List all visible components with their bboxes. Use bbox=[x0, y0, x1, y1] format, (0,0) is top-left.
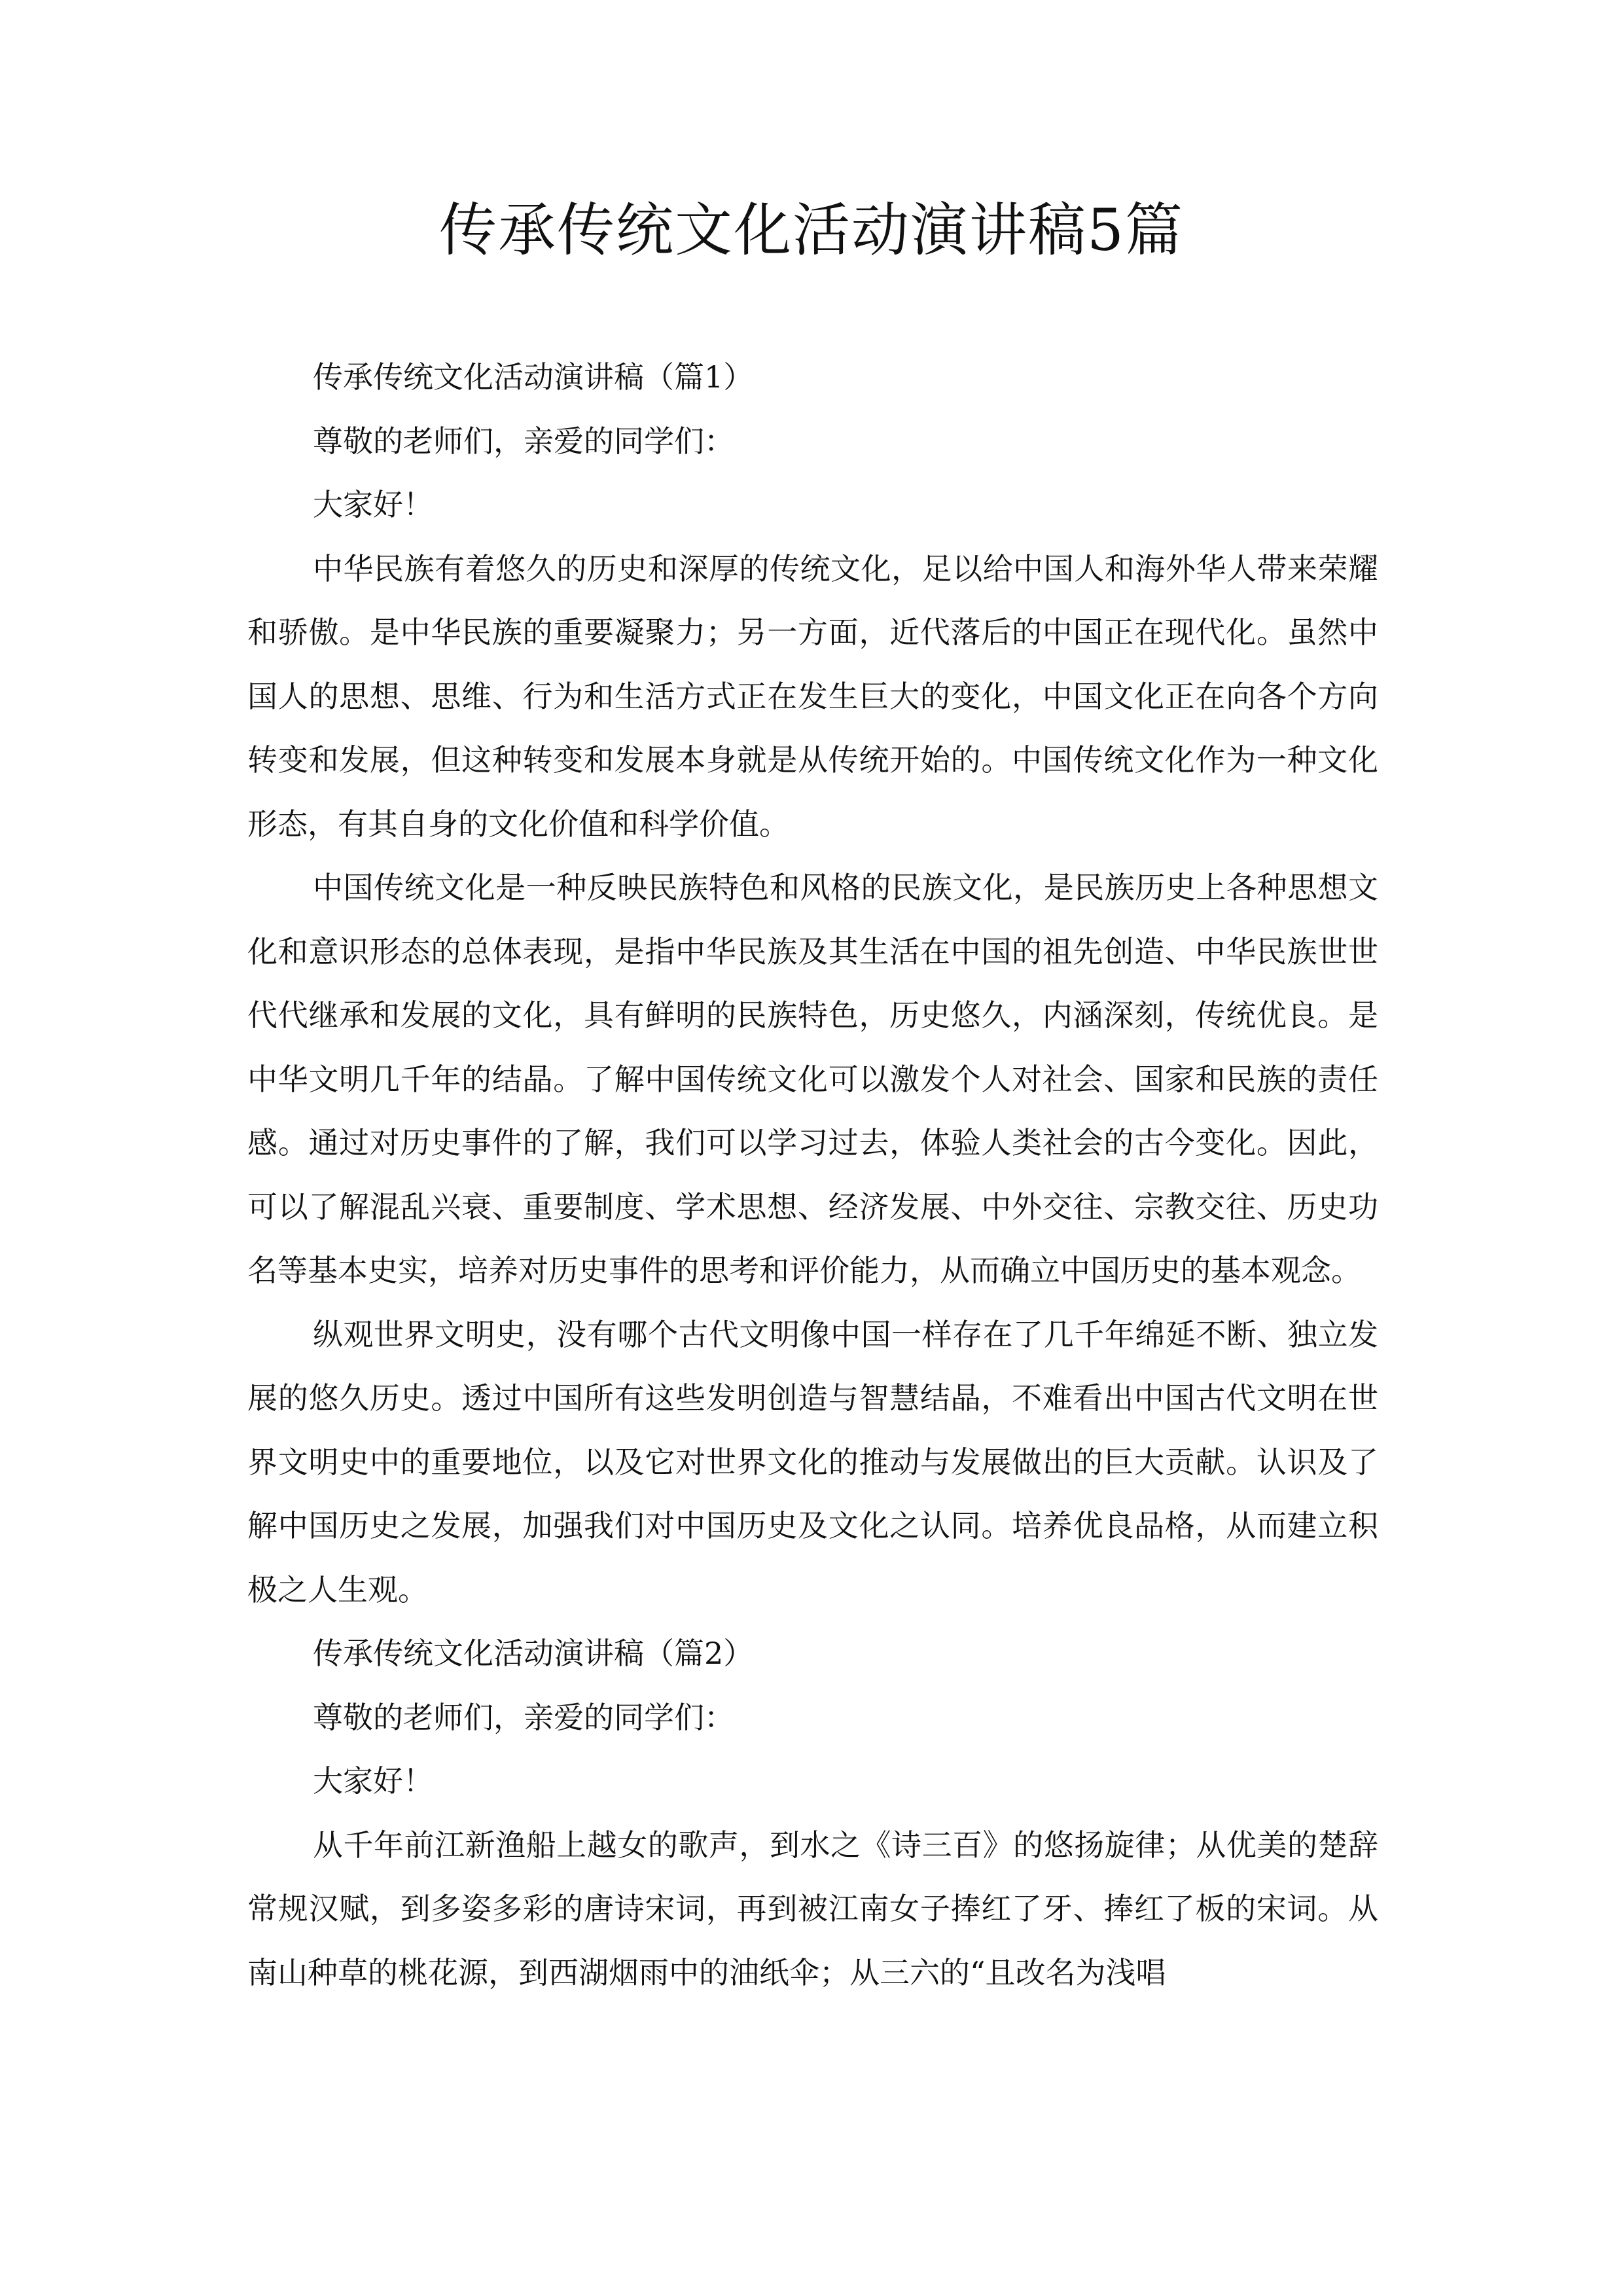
greeting: 大家好！ bbox=[313, 487, 433, 522]
salutation: 尊敬的老师们，亲爱的同学们： bbox=[313, 1699, 734, 1735]
section-heading: 传承传统文化活动演讲稿（篇2） bbox=[313, 1636, 754, 1671]
section-heading: 传承传统文化活动演讲稿（篇1） bbox=[313, 359, 754, 395]
body-paragraph: 中国传统文化是一种反映民族特色和风格的民族文化，是民族历史上各种思想文化和意识形态的总体表现，是指中华民族及其生活在中国的祖先创造、中华民族世世代代继承和发展的文化，具有鲜明的民族特色，历史悠久，内涵深刻，传统优良。是中华文明几千年的结晶。了解中国传统文化可以激发个人对社会、国家和民族的责任感。通过对历史事件的了解，我们可以学习过去，体验人类社会的古今变化。因此，可以了解混乱兴衰、重要制度、学术思想、经济发展、中外交往、宗教交往、历史功名等基本史实，培养对历史事件的思考和评价能力，从而确立中国历史的基本观念。 bbox=[247, 870, 1378, 1288]
body-paragraph: 中华民族有着悠久的历史和深厚的传统文化，足以给中国人和海外华人带来荣耀和骄傲。是中华民族的重要凝聚力；另一方面，近代落后的中国正在现代化。虽然中国人的思想、思维、行为和生活方式正在发生巨大的变化，中国文化正在向各个方向转变和发展，但这种转变和发展本身就是从传统开始的。中国传统文化作为一种文化形态，有其自身的文化价值和科学价值。 bbox=[247, 550, 1378, 842]
salutation: 尊敬的老师们，亲爱的同学们： bbox=[313, 423, 734, 459]
document-title: 传承传统文化活动演讲稿5篇 bbox=[439, 196, 1184, 264]
body-paragraph: 纵观世界文明史，没有哪个古代文明像中国一样存在了几千年绵延不断、独立发展的悠久历史。透过中国所有这些发明创造与智慧结晶，不难看出中国古代文明在世界文明史中的重要地位，以及它对世界文化的推动与发展做出的巨大贡献。认识及了解中国历史之发展，加强我们对中国历史及文化之认同。培养优良品格，从而建立积极之人生观。 bbox=[247, 1316, 1378, 1607]
body-paragraph: 从千年前江新渔船上越女的歌声，到水之《诗三百》的悠扬旋律；从优美的楚辞常规汉赋，到多姿多彩的唐诗宋词，再到被江南女子捧红了牙、捧红了板的宋词。从南山种草的桃花源，到西湖烟雨中的油纸伞；从三六的“且改名为浅唱 bbox=[247, 1827, 1378, 1990]
greeting: 大家好！ bbox=[313, 1763, 433, 1799]
document-body bbox=[247, 346, 1378, 2005]
